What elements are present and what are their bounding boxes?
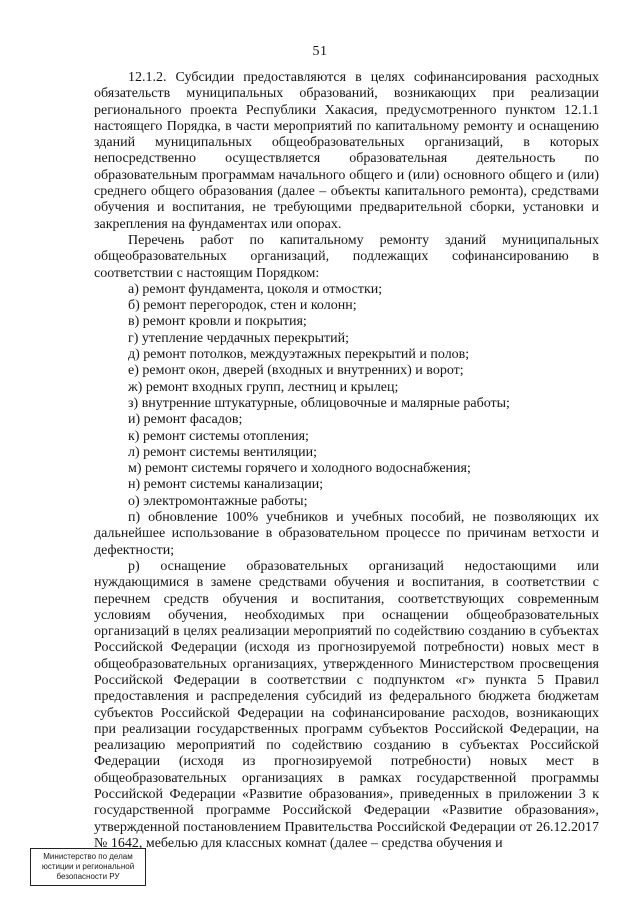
list-item: р) оснащение образовательных организаций недостающими или нуждающимися в замене средствами обучения и воспитания, в соответствии с перечнем средств обучения и воспитания, соответствующих современным условиям обучения, необходимых при оснащении общеобразовательных организаций в целях реализации мероприятий по содействию созданию в субъектах Российской Федерации (исходя из прогнозируемой потребности) новых мест в общеобразовательных организациях, утвержденного Министерством просвещения Российской Федерации в соответствии с подпунктом «г» пункта 5 Правил предоставления и распределения субсидий из федерального бюджета бюджетам субъектов Российской Федерации на софинансирование расходов, возникающих при реализации государственных программ субъектов Российской Федерации, на реализацию мероприятий по содействию созданию в субъектах Российской Федерации (исходя из прогнозируемой потребности) новых мест в общеобразовательных организациях в рамках государственной программы Российской Федерации «Развитие образования», приведенных в приложении 3 к государственной программе Российской Федерации «Развитие образования», утвержденной постановлением Правительства Российской Федерации от 26.12.2017 № 1642, мебелью для классных комнат (далее – средства обучения и — [94, 558, 599, 851]
list-item: л) ремонт системы вентиляции; — [128, 444, 317, 460]
document-body — [94, 70, 599, 852]
list-item: н) ремонт системы канализации; — [128, 477, 324, 493]
list-item: в) ремонт кровли и покрытия; — [128, 314, 307, 330]
paragraph-subsidies: 12.1.2. Субсидии предоставляются в целях софинансирования расходных обязательств муниципальных образований, возникающих при реализации регионального проекта Республики Хакасия, предусмотренного пунктом 12.1.1 настоящего Порядка, в части мероприятий по капитальному ремонту и оснащению зданий муниципальных общеобразовательных организаций, в которых непосредственно осуществляется образовательная деятельность по образовательным программам начального общего и (или) основного общего и (или) среднего общего образования (далее – объекты капитального ремонта), средствами обучения и воспитания, не требующими предварительной сборки, установки и закрепления на фундаментах или опорах. — [94, 70, 599, 232]
paragraph-works-list-intro: Перечень работ по капитальному ремонту зданий муниципальных общеобразовательных организаций, подлежащих софинансированию в соответствии с настоящим Порядком: — [94, 232, 599, 281]
list-item: к) ремонт системы отопления; — [128, 428, 309, 444]
list-item: м) ремонт системы горячего и холодного водоснабжения; — [128, 461, 471, 477]
works-list — [94, 282, 599, 852]
page-number: 51 — [312, 44, 328, 59]
list-item: ж) ремонт входных групп, лестниц и крылец; — [128, 379, 399, 395]
stamp-line: Министерство по делам — [43, 852, 133, 861]
stamp-line: юстиции и региональной — [41, 862, 135, 871]
list-item: г) утепление чердачных перекрытий; — [128, 330, 350, 346]
ministry-stamp — [30, 848, 146, 886]
list-item: о) электромонтажные работы; — [128, 493, 308, 509]
stamp-line: безопасности РУ — [56, 872, 120, 881]
list-item: п) обновление 100% учебников и учебных пособий, не позволяющих их дальнейшее использование в образовательном процессе по причинам ветхости и дефектности; — [94, 510, 599, 558]
list-item: а) ремонт фундамента, цоколя и отмостки; — [128, 281, 383, 297]
list-item: и) ремонт фасадов; — [128, 412, 243, 428]
list-item: е) ремонт окон, дверей (входных и внутренних) и ворот; — [128, 363, 464, 379]
list-item: б) ремонт перегородок, стен и колонн; — [128, 298, 357, 314]
list-item: з) внутренние штукатурные, облицовочные и малярные работы; — [128, 395, 510, 411]
list-item: д) ремонт потолков, междуэтажных перекрытий и полов; — [128, 347, 470, 363]
